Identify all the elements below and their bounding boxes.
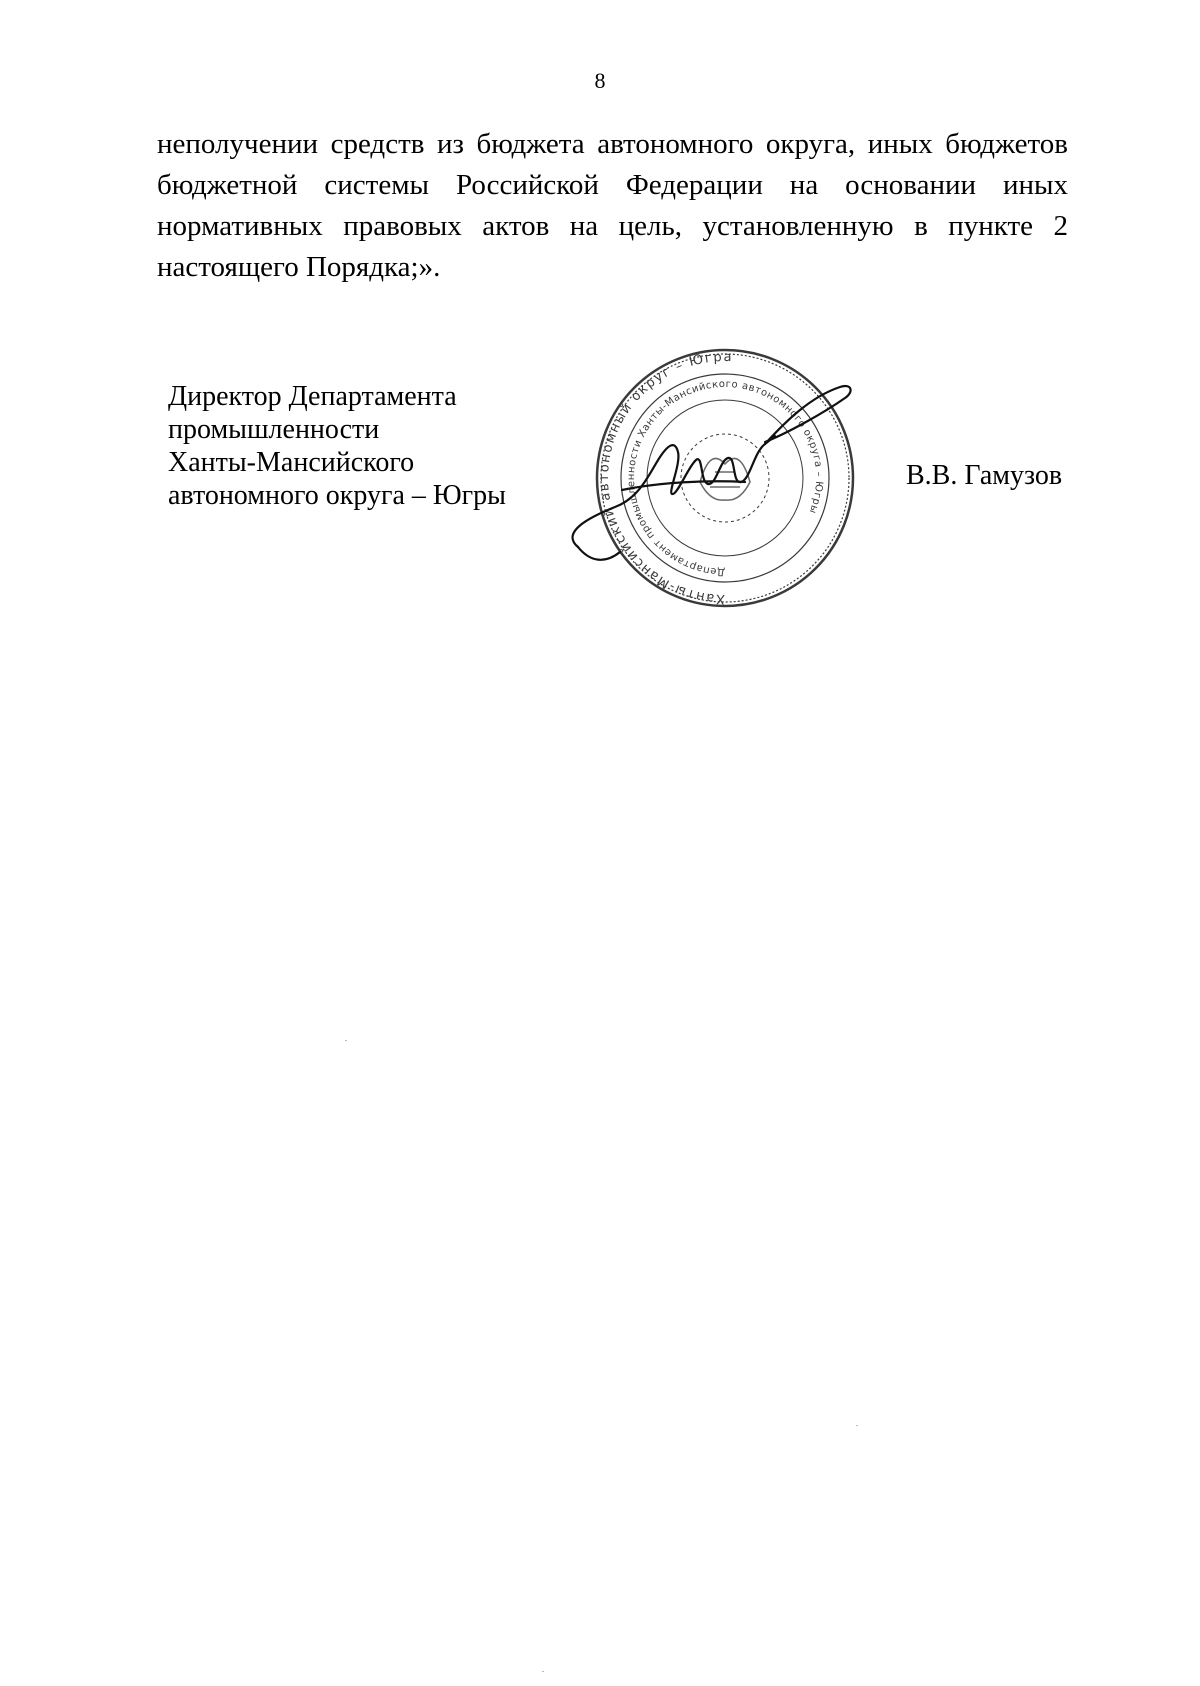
scan-speck	[345, 1040, 347, 1041]
seal-inner-ring-text: Департамент промышленности Ханты-Мансийского автономного округа – Югры	[626, 378, 825, 578]
seal-inner-text	[626, 379, 824, 577]
signatory-name: В.В. Гамузов	[906, 460, 1063, 491]
page-number: 8	[594, 68, 606, 93]
position-line: промышленности	[168, 414, 380, 445]
scan-speck	[542, 1671, 544, 1672]
position-line: автономного округа – Югры	[168, 480, 506, 511]
body-paragraph: неполучении средств из бюджета автономного округа, иных бюджетов бюджетной системы Российской Федерации на основании иных нормативных правовых актов на цель, установленную в пункте 2 настоящего Порядка;».	[157, 128, 1068, 283]
scan-speck	[856, 1425, 858, 1426]
seal-outer-ring-text: Ханты-Мансийский автономный округ – Югра	[597, 349, 734, 607]
position-line: Директор Департамента	[168, 381, 457, 412]
position-line: Ханты-Мансийского	[168, 447, 415, 478]
seal-emblem	[700, 458, 750, 500]
official-seal	[560, 342, 890, 614]
signatory-position	[168, 380, 506, 512]
